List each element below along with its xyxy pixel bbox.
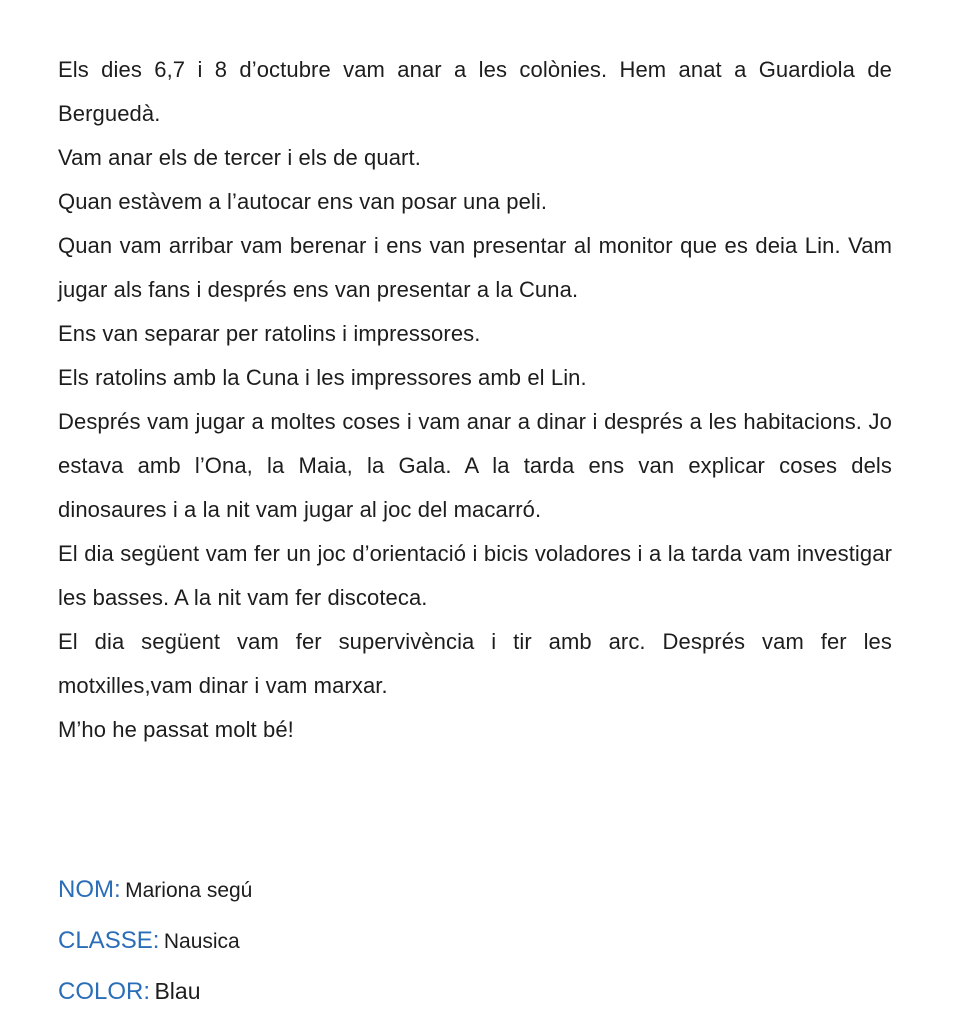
paragraph-bus: Quan estàvem a l’autocar ens van posar una peli. [58,189,548,214]
paragraph-arrival-dates: Els dies 6,7 i 8 d’octubre vam anar a les colònies. Hem anat a Guardiola de Berguedà. [58,57,892,126]
paragraph-first-day: Després vam jugar a moltes coses i vam anar a dinar i després a les habitacions. Jo estava amb l’Ona, la Maia, la Gala. A la tarda ens van explicar coses dels dinosaures i a la nit vam jugar al joc del macarró. [58,409,892,522]
paragraph-monitor: Quan vam arribar vam berenar i ens van presentar al monitor que es deia Lin. Vam jugar als fans i després ens van presentar a la Cuna. [58,233,892,302]
paragraph-second-day: El dia següent vam fer un joc d’orientació i bicis voladores i a la tarda vam investigar les basses. A la nit vam fer discoteca. [58,541,892,610]
color-row [58,966,658,1017]
color-label: COLOR: [58,978,151,1005]
name-row [58,864,658,915]
paragraph-separation: Ens van separar per ratolins i impressores. [58,321,481,346]
name-value: Mariona segú [125,879,253,902]
paragraph-closing: M’ho he passat molt bé! [58,717,294,742]
story-text [58,48,892,752]
class-label: CLASSE: [58,927,160,954]
name-label: NOM: [58,876,121,903]
student-info [58,864,658,1017]
paragraph-teams: Els ratolins amb la Cuna i les impressores amb el Lin. [58,365,587,390]
paragraph-third-day: El dia següent vam fer supervivència i tir amb arc. Després vam fer les motxilles,vam dinar i vam marxar. [58,629,892,698]
class-value: Nausica [163,930,240,953]
paragraph-groups: Vam anar els de tercer i els de quart. [58,145,421,170]
color-value: Blau [154,978,201,1004]
class-row [58,915,658,966]
